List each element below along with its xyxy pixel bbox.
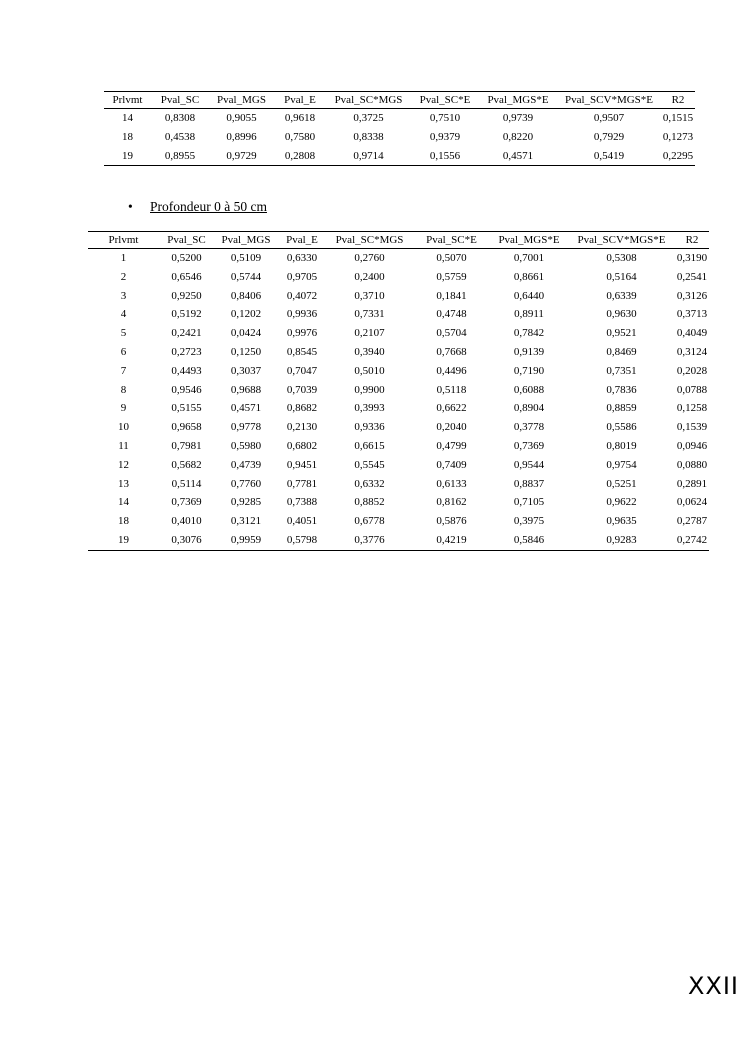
- value-cell: 0,5200: [171, 252, 202, 264]
- value-cell: 0,9451: [286, 458, 318, 471]
- value-cell: 0,3940: [354, 345, 385, 358]
- value-cell: 0,5251: [606, 477, 637, 490]
- value-cell: 0,5876: [436, 515, 467, 528]
- sample-id-cell: 14: [118, 496, 129, 509]
- value-cell: 0,1515: [662, 112, 694, 124]
- sample-id-cell: 19: [122, 149, 133, 162]
- value-cell: 0,4072: [286, 289, 318, 302]
- value-cell: 0,0946: [676, 439, 708, 452]
- sample-id-cell: 4: [120, 308, 127, 321]
- value-cell: 0,9976: [286, 327, 318, 340]
- table-row: [88, 324, 709, 343]
- value-cell: 0,7836: [606, 383, 637, 396]
- value-cell: 0,5114: [171, 477, 202, 490]
- sample-id-cell: 10: [118, 421, 129, 434]
- column-header: Pval_SC*MGS: [335, 234, 404, 246]
- value-cell: 0,3776: [354, 533, 385, 546]
- column-header: Pval_SC*E: [426, 234, 477, 246]
- column-header: Pval_E: [286, 234, 318, 246]
- value-cell: 0,7842: [513, 327, 545, 340]
- value-cell: 0,2787: [676, 515, 708, 528]
- table-row: [88, 456, 709, 475]
- value-cell: 0,5704: [436, 327, 467, 340]
- value-cell: 0,9688: [230, 383, 262, 396]
- value-cell: 0,6133: [436, 477, 467, 490]
- value-cell: 0,1273: [662, 130, 694, 143]
- value-cell: 0,7047: [286, 364, 318, 377]
- value-cell: 0,4739: [230, 458, 262, 471]
- value-cell: 0,6615: [354, 439, 385, 452]
- value-cell: 0,7001: [513, 252, 545, 264]
- column-header: Pval_SC: [167, 234, 206, 246]
- value-cell: 0,7190: [513, 364, 545, 377]
- table-row: [88, 512, 709, 531]
- value-cell: 0,6802: [286, 439, 318, 452]
- value-cell: 0,2421: [171, 327, 202, 340]
- value-cell: 0,4010: [171, 515, 202, 528]
- column-header: Pval_SCV*MGS*E: [577, 234, 666, 246]
- column-header: Pval_SC*E: [419, 94, 471, 106]
- value-cell: 0,5419: [593, 149, 625, 162]
- value-cell: 0,7981: [171, 439, 202, 452]
- column-header: Pval_MGS: [217, 94, 266, 106]
- value-cell: 0,9936: [286, 308, 318, 321]
- value-cell: 0,5118: [436, 383, 467, 396]
- value-cell: 0,3725: [353, 112, 384, 124]
- value-cell: 0,9658: [171, 421, 202, 434]
- table-row: [104, 109, 695, 128]
- sample-id-cell: 18: [122, 130, 133, 143]
- value-cell: 0,9546: [171, 383, 202, 396]
- sample-id-cell: 9: [120, 402, 127, 415]
- value-cell: 0,9729: [226, 149, 257, 162]
- value-cell: 0,8911: [514, 308, 544, 321]
- table-header: [88, 232, 709, 249]
- value-cell: 0,8469: [606, 345, 637, 358]
- column-header: Prlvmt: [112, 94, 143, 106]
- value-cell: 0,4538: [164, 130, 196, 143]
- table-body: [104, 109, 695, 166]
- value-cell: 0,3076: [171, 533, 202, 546]
- value-cell: 0,5010: [354, 364, 385, 377]
- value-cell: 0,5192: [171, 308, 202, 321]
- sample-id-cell: 1: [120, 252, 127, 264]
- value-cell: 0,8406: [230, 289, 262, 302]
- value-cell: 0,9283: [606, 533, 637, 546]
- table-row: [88, 249, 709, 268]
- value-cell: 0,6778: [354, 515, 385, 528]
- table-row: [88, 475, 709, 494]
- table-row: [88, 268, 709, 287]
- value-cell: 0,8837: [513, 477, 545, 490]
- value-cell: 0,6088: [513, 383, 545, 396]
- value-cell: 0,9055: [226, 112, 257, 124]
- value-cell: 0,0880: [676, 458, 708, 471]
- sample-id-cell: 14: [122, 112, 133, 124]
- value-cell: 0,7039: [286, 383, 318, 396]
- value-cell: 0,7760: [230, 477, 262, 490]
- value-cell: 0,2028: [676, 364, 708, 377]
- value-cell: 0,9900: [354, 383, 385, 396]
- value-cell: 0,2723: [171, 345, 202, 358]
- value-cell: 0,4219: [436, 533, 467, 546]
- value-cell: 0,7580: [284, 130, 316, 143]
- section-heading: [128, 198, 267, 216]
- value-cell: 0,1258: [676, 402, 708, 415]
- table-row: [88, 399, 709, 418]
- value-cell: 0,9379: [429, 130, 461, 143]
- value-cell: 0,1556: [429, 149, 461, 162]
- value-cell: 0,3126: [676, 289, 708, 302]
- column-header: R2: [685, 234, 699, 246]
- column-header: R2: [671, 94, 685, 106]
- value-cell: 0,2400: [354, 270, 385, 283]
- value-cell: 0,1250: [230, 345, 262, 358]
- column-header: Pval_MGS*E: [498, 234, 560, 246]
- value-cell: 0,9635: [606, 515, 637, 528]
- column-header: Pval_MGS: [221, 234, 271, 246]
- value-cell: 0,9285: [230, 496, 262, 509]
- value-cell: 0,8220: [502, 130, 534, 143]
- value-cell: 0,9778: [230, 421, 262, 434]
- value-cell: 0,7668: [436, 345, 467, 358]
- value-cell: 0,8682: [286, 402, 318, 415]
- value-cell: 0,9250: [171, 289, 202, 302]
- value-cell: 0,9618: [284, 112, 316, 124]
- value-cell: 0,5308: [606, 252, 637, 264]
- column-header: Pval_SC*MGS: [334, 94, 403, 106]
- value-cell: 0,3778: [513, 421, 545, 434]
- table-header: [104, 92, 695, 109]
- table-row: [104, 128, 695, 147]
- value-cell: 0,2040: [436, 421, 467, 434]
- sample-id-cell: 2: [120, 270, 127, 283]
- sample-id-cell: 5: [120, 327, 127, 340]
- value-cell: 0,1539: [676, 421, 708, 434]
- table-row: [88, 493, 709, 512]
- value-cell: 0,3975: [513, 515, 545, 528]
- value-cell: 0,7388: [286, 496, 318, 509]
- value-cell: 0,7510: [429, 112, 461, 124]
- value-cell: 0,8308: [164, 112, 196, 124]
- value-cell: 0,9739: [502, 112, 534, 124]
- table-row: [88, 381, 709, 400]
- value-cell: 0,4571: [502, 149, 534, 162]
- value-cell: 0,3124: [676, 345, 708, 358]
- sample-id-cell: 7: [120, 364, 127, 377]
- column-header: Pval_SC: [160, 94, 200, 106]
- value-cell: 0,8955: [164, 149, 196, 162]
- column-header: Pval_SCV*MGS*E: [564, 94, 654, 106]
- value-cell: 0,9622: [606, 496, 637, 509]
- value-cell: 0,7369: [171, 496, 202, 509]
- value-cell: 0,3121: [230, 515, 262, 528]
- value-cell: 0,5980: [230, 439, 262, 452]
- value-cell: 0,9959: [230, 533, 262, 546]
- value-cell: 0,6330: [286, 252, 318, 264]
- value-cell: 0,1841: [436, 289, 467, 302]
- results-table-depth-0-50: [88, 231, 709, 551]
- value-cell: 0,0624: [676, 496, 708, 509]
- results-table-continued: [104, 91, 695, 166]
- value-cell: 0,9544: [513, 458, 545, 471]
- value-cell: 0,6332: [354, 477, 385, 490]
- value-cell: 0,8162: [436, 496, 467, 509]
- value-cell: 0,8019: [606, 439, 637, 452]
- value-cell: 0,9507: [593, 112, 625, 124]
- value-cell: 0,5109: [230, 252, 262, 264]
- value-cell: 0,7929: [593, 130, 625, 143]
- table-row: [104, 147, 695, 166]
- value-cell: 0,2107: [354, 327, 385, 340]
- value-cell: 0,9705: [286, 270, 318, 283]
- value-cell: 0,5070: [436, 252, 467, 264]
- value-cell: 0,3710: [354, 289, 385, 302]
- sample-id-cell: 18: [118, 515, 129, 528]
- value-cell: 0,8904: [513, 402, 545, 415]
- value-cell: 0,5586: [606, 421, 637, 434]
- value-cell: 0,2891: [676, 477, 708, 490]
- value-cell: 0,3713: [676, 308, 708, 321]
- sample-id-cell: 3: [120, 289, 127, 302]
- value-cell: 0,7781: [286, 477, 318, 490]
- value-cell: 0,9754: [606, 458, 637, 471]
- sample-id-cell: 11: [118, 439, 129, 452]
- value-cell: 0,6622: [436, 402, 467, 415]
- value-cell: 0,6546: [171, 270, 202, 283]
- value-cell: 0,2295: [662, 149, 694, 162]
- table-row: [88, 305, 709, 324]
- value-cell: 0,8545: [286, 345, 318, 358]
- sample-id-cell: 19: [118, 533, 129, 546]
- value-cell: 0,5744: [230, 270, 262, 283]
- value-cell: 0,9630: [606, 308, 637, 321]
- value-cell: 0,5759: [436, 270, 467, 283]
- table-row: [88, 362, 709, 381]
- value-cell: 0,4051: [286, 515, 318, 528]
- value-cell: 0,6339: [606, 289, 637, 302]
- value-cell: 0,2130: [286, 421, 318, 434]
- column-header: Pval_E: [284, 94, 316, 106]
- value-cell: 0,4799: [436, 439, 467, 452]
- value-cell: 0,7409: [436, 458, 467, 471]
- table-body: [88, 249, 709, 551]
- value-cell: 0,8996: [226, 130, 257, 143]
- value-cell: 0,5545: [354, 458, 385, 471]
- value-cell: 0,3037: [230, 364, 262, 377]
- value-cell: 0,7351: [606, 364, 637, 377]
- value-cell: 0,2808: [284, 149, 316, 162]
- table-row: [88, 418, 709, 437]
- section-title: Profondeur 0 à 50 cm: [150, 199, 267, 214]
- value-cell: 0,7331: [354, 308, 385, 321]
- value-cell: 0,4748: [436, 308, 467, 321]
- table-row: [88, 531, 709, 550]
- value-cell: 0,2742: [676, 533, 708, 546]
- value-cell: 0,1202: [230, 308, 262, 321]
- value-cell: 0,3993: [354, 402, 385, 415]
- value-cell: 0,5846: [513, 533, 545, 546]
- value-cell: 0,5164: [606, 270, 637, 283]
- sample-id-cell: 8: [120, 383, 127, 396]
- value-cell: 0,7369: [513, 439, 545, 452]
- table-row: [88, 343, 709, 362]
- value-cell: 0,8661: [513, 270, 545, 283]
- value-cell: 0,4496: [436, 364, 467, 377]
- column-header: Pval_MGS*E: [487, 94, 549, 106]
- value-cell: 0,8338: [353, 130, 384, 143]
- value-cell: 0,4049: [676, 327, 708, 340]
- value-cell: 0,2541: [676, 270, 708, 283]
- value-cell: 0,7105: [513, 496, 545, 509]
- value-cell: 0,4571: [230, 402, 262, 415]
- value-cell: 0,2760: [354, 252, 385, 264]
- value-cell: 0,8859: [606, 402, 637, 415]
- value-cell: 0,0788: [676, 383, 708, 396]
- value-cell: 0,3190: [676, 252, 708, 264]
- value-cell: 0,9139: [513, 345, 545, 358]
- sample-id-cell: 12: [118, 458, 129, 471]
- column-header: Prlvmt: [108, 234, 139, 246]
- sample-id-cell: 6: [120, 345, 127, 358]
- value-cell: 0,9336: [354, 421, 385, 434]
- value-cell: 0,8852: [354, 496, 385, 509]
- value-cell: 0,5682: [171, 458, 202, 471]
- value-cell: 0,9714: [353, 149, 384, 162]
- value-cell: 0,9521: [606, 327, 637, 340]
- value-cell: 0,5798: [286, 533, 318, 546]
- table-row: [88, 437, 709, 456]
- value-cell: 0,5155: [171, 402, 202, 415]
- page-number: XXII: [687, 972, 739, 1000]
- sample-id-cell: 13: [118, 477, 129, 490]
- table-row: [88, 287, 709, 306]
- bullet-icon: •: [128, 199, 133, 214]
- value-cell: 0,0424: [230, 327, 262, 340]
- value-cell: 0,4493: [171, 364, 202, 377]
- value-cell: 0,6440: [513, 289, 545, 302]
